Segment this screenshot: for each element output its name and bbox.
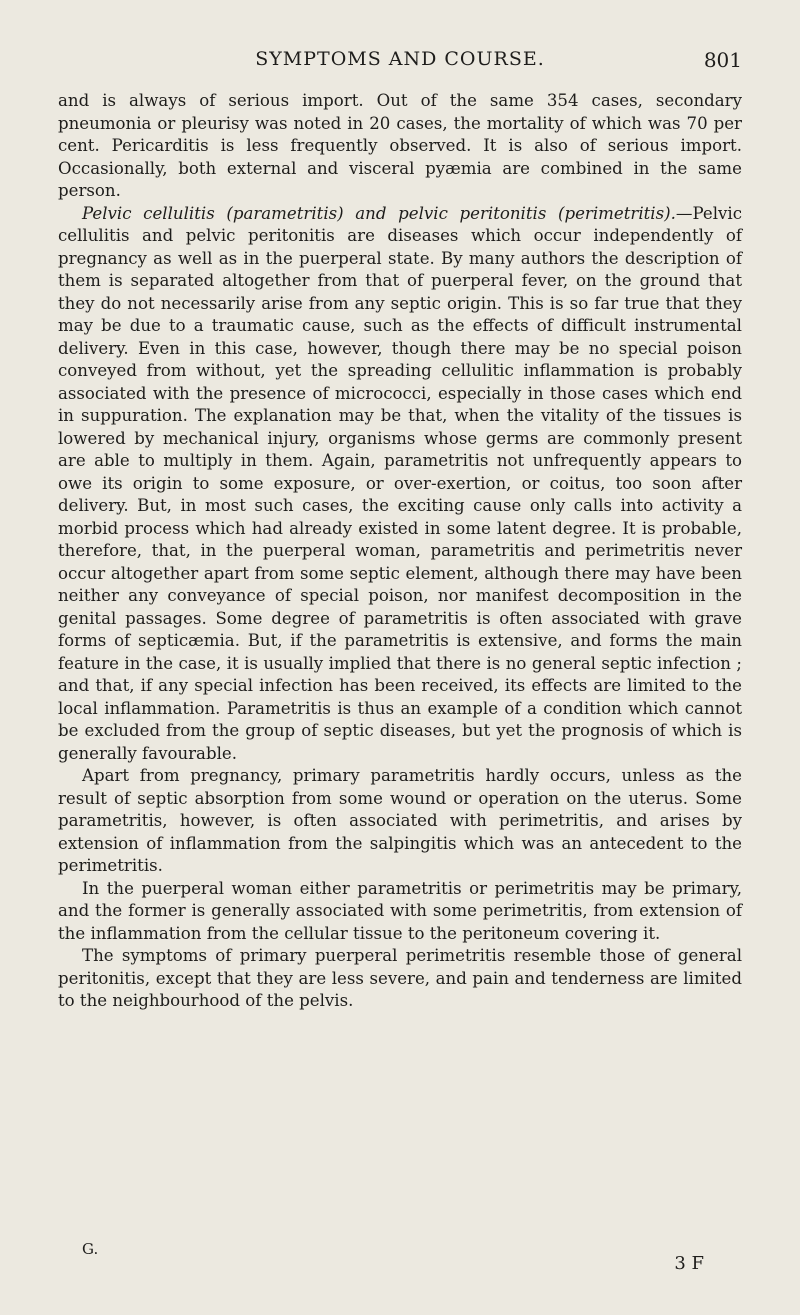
signature-mark: G. — [82, 1240, 99, 1258]
page-header — [58, 48, 742, 78]
paragraph: In the puerperal woman either parametritis or perimetritis may be primary, and the former is generally associated with some perimetritis, from extension of the inflammation from the cellular tissue to the peritoneum covering it. — [58, 878, 742, 943]
paragraph: The symptoms of primary puerperal perimetritis resemble those of general peritonitis, except that they are less severe, and pain and tenderness are limited to the neighbourhood of the pelvis. — [58, 946, 742, 1010]
running-head: SYMPTOMS AND COURSE. — [255, 48, 545, 70]
section-heading: Pelvic cellulitis (parametritis) and pelvic peritonitis (perimetritis). — [82, 203, 676, 223]
catchword: 3 F — [674, 1253, 704, 1274]
paragraph: and is always of serious import. Out of the same 354 cases, secondary pneumonia or pleurisy was noted in 20 cases, the mortality of which was 70 per cent. Pericarditis is less frequently observed. It is also of serious import. Occasionally, both external and visceral pyæmia are combined in the same person. — [58, 91, 742, 200]
page-number: 801 — [703, 48, 742, 72]
paragraph: Apart from pregnancy, primary parametritis hardly occurs, unless as the result of septic absorption from some wound or operation on the uterus. Some parametritis, however, is often associated with perimetritis, and arises by extension of inflammation from the salpingitis which was an antecedent to the perimetritis. — [58, 766, 742, 875]
paragraph — [58, 203, 742, 766]
paragraph-text: —Pelvic cellulitis and pelvic peritonitis are diseases which occur independently of pregnancy as well as in the puerperal state. By many authors the description of them is separated altogether from that of puerperal fever, on the ground that they do not necessarily arise from any septic origin. This is so far true that they may be due to a traumatic cause, such as the effects of difficult instrumental delivery. Even in this case, however, though there may be no special poison conveyed from without, yet the spreading cellulitic inflammation is probably associated with the presence of micrococci, especially in those cases which end in suppuration. The explanation may be that, when the vitality of the tissues is lowered by mechanical injury, organisms whose germs are commonly present are able to multiply in them. Again, parametritis not unfrequently appears to owe its origin to some exposure, or over-exertion, or coitus, too soon after delivery. But, in most such cases, the exciting cause only calls into activity a morbid process which had already existed in some latent degree. It is probable, therefore, that, in the puerperal woman, parametritis and perimetritis never occur altogether apart from some septic element, although there may have been neither any conveyance of special poison, nor manifest decomposition in the genital passages. Some degree of parametritis is often associated with grave forms of septicæmia. But, if the parametritis is extensive, and forms the main feature in the case, it is usually implied that there is no general septic infection ; and that, if any special infection has been received, its effects are limited to the local inflammation. Parametritis is thus an example of a condition which cannot be excluded from the group of septic diseases, but yet the prognosis of which is generally favourable. — [58, 203, 742, 763]
body-text — [58, 90, 742, 1013]
